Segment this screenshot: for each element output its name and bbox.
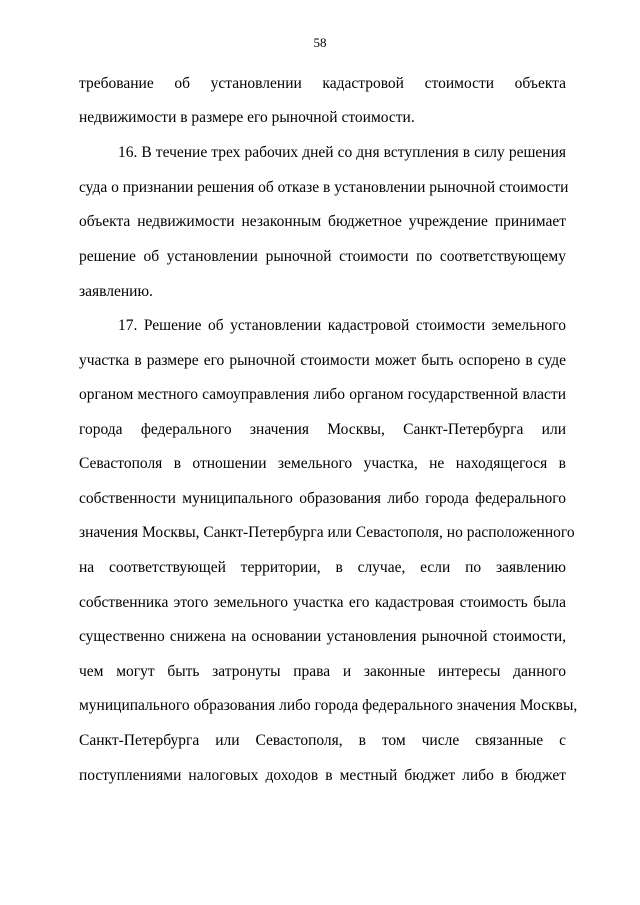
text-line: значения Москвы, Санкт-Петербурга или Севастополя, но расположенного <box>79 524 575 541</box>
text-line: существенно снижена на основании установления рыночной стоимости, <box>79 628 566 645</box>
text-line: недвижимости в размере его рыночной стоимости. <box>79 109 415 126</box>
text-line: муниципального образования либо города федерального значения Москвы, <box>79 697 578 714</box>
text-line: собственника этого земельного участка его кадастровая стоимость была <box>79 594 566 611</box>
text-line: органом местного самоуправления либо органом государственной власти <box>79 386 566 403</box>
text-line: решение об установлении рыночной стоимости по соответствующему <box>79 248 566 265</box>
text-line: Санкт-Петербурга или Севастополя, в том числе связанные с <box>79 732 566 749</box>
paragraph-17-start: 17. Решение об установлении кадастровой стоимости земельного <box>118 317 566 334</box>
text-line: собственности муниципального образования либо города федерального <box>79 490 566 507</box>
page-number: 58 <box>313 35 327 50</box>
paragraph-16-start: 16. В течение трех рабочих дней со дня вступления в силу решения <box>118 144 566 161</box>
text-line: на соответствующей территории, в случае, если по заявлению <box>79 559 566 576</box>
text-line: Севастополя в отношении земельного участка, не находящегося в <box>79 455 566 472</box>
text-line: объекта недвижимости незаконным бюджетное учреждение принимает <box>79 213 566 230</box>
text-line: требование об установлении кадастровой стоимости объекта <box>79 75 566 92</box>
text-line: чем могут быть затронуты права и законные интересы данного <box>79 663 566 680</box>
text-line: суда о признании решения об отказе в установлении рыночной стоимости <box>79 179 569 196</box>
text-line: заявлению. <box>79 283 153 300</box>
text-line: города федерального значения Москвы, Санкт-Петербурга или <box>79 421 566 438</box>
text-line: поступлениями налоговых доходов в местный бюджет либо в бюджет <box>79 767 566 784</box>
text-line: участка в размере его рыночной стоимости может быть оспорено в суде <box>79 352 566 369</box>
